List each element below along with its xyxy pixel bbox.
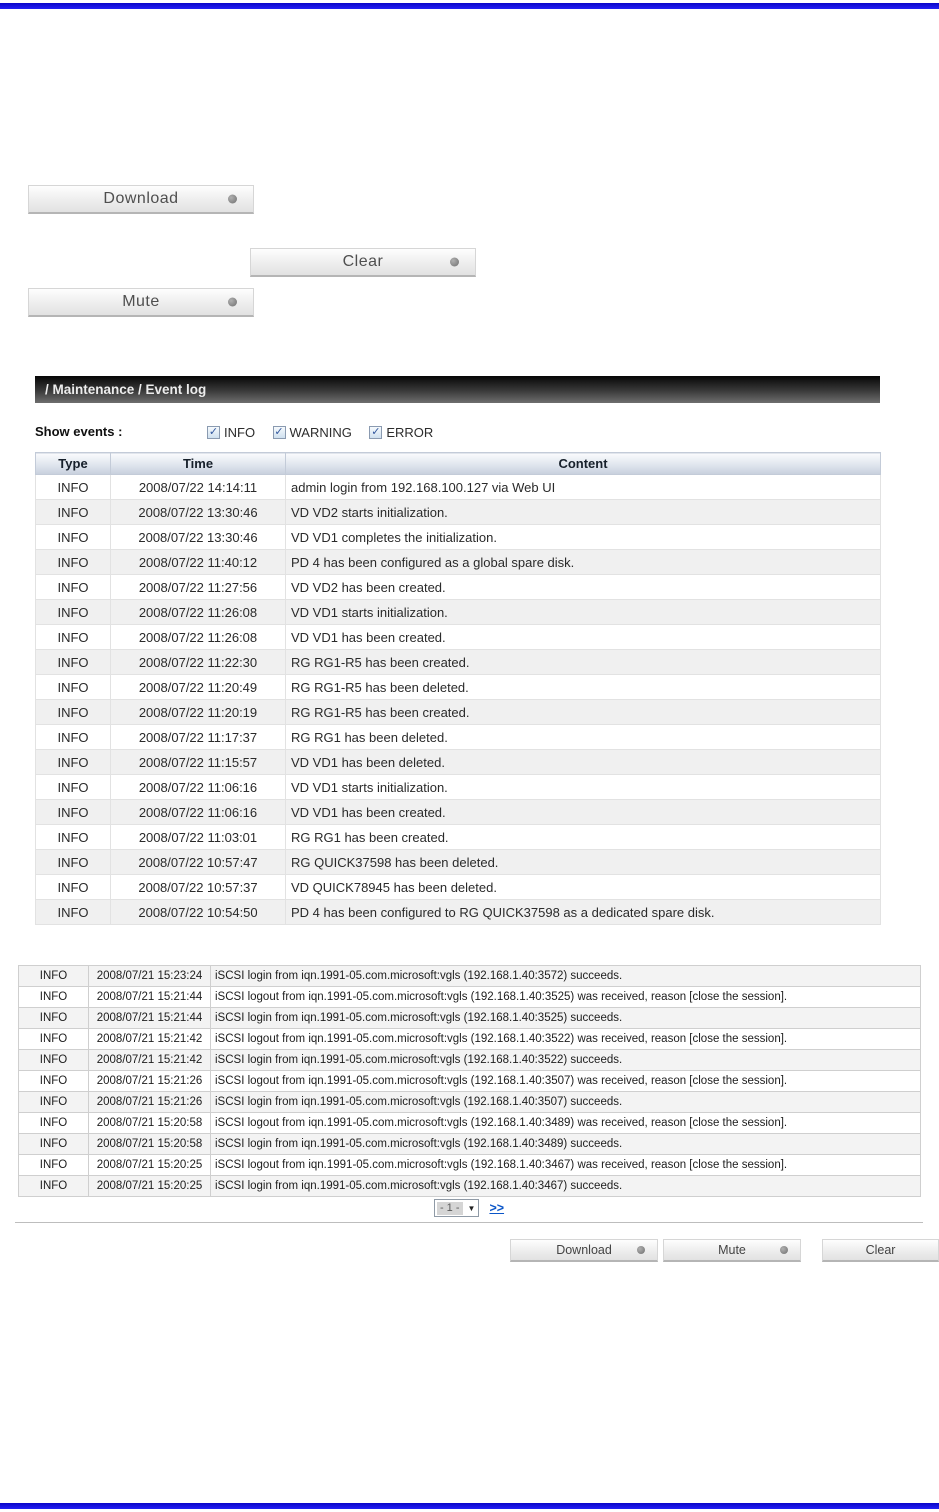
table-row [36,750,881,775]
cell-type: INFO [36,850,111,875]
table-row [36,525,881,550]
download-button-label: Download [556,1243,612,1257]
cell-content: VD VD1 starts initialization. [286,600,881,625]
cell-time: 2008/07/22 10:57:47 [111,850,286,875]
clear-button-bottom[interactable] [822,1239,939,1262]
cell-content: iSCSI logout from iqn.1991-05.com.microsoft:vgls (192.168.1.40:3522) was received, reason [close the session]. [211,1029,921,1050]
cell-time: 2008/07/21 15:20:25 [89,1155,211,1176]
page-select[interactable] [434,1199,479,1217]
filter-label: INFO [224,425,256,440]
cell-content: iSCSI login from iqn.1991-05.com.microsoft:vgls (192.168.1.40:3467) succeeds. [211,1176,921,1197]
cell-time: 2008/07/21 15:23:24 [89,966,211,987]
cell-type: INFO [19,1008,89,1029]
cell-type: INFO [36,500,111,525]
event-filters [207,422,446,440]
cell-type: INFO [19,1176,89,1197]
cell-content: VD VD2 has been created. [286,575,881,600]
cell-type: INFO [36,600,111,625]
table-row [19,1176,921,1197]
cell-content: VD QUICK78945 has been deleted. [286,875,881,900]
next-page-link[interactable]: >> [489,1201,505,1215]
cell-time: 2008/07/22 11:15:57 [111,750,286,775]
cell-time: 2008/07/21 15:21:26 [89,1071,211,1092]
table-row [19,1008,921,1029]
cell-time: 2008/07/21 15:20:25 [89,1176,211,1197]
cell-time: 2008/07/22 11:20:19 [111,700,286,725]
event-log-table-page2 [18,965,921,1197]
cell-type: INFO [19,1113,89,1134]
table-header-row [36,453,881,475]
checkbox-icon[interactable] [369,426,382,439]
page-bottom-rule [0,1503,939,1509]
cell-content: iSCSI login from iqn.1991-05.com.microsoft:vgls (192.168.1.40:3489) succeeds. [211,1134,921,1155]
cell-type: INFO [36,750,111,775]
clear-button-label: Clear [865,1243,896,1257]
cell-content: RG RG1 has been created. [286,825,881,850]
table-row [36,650,881,675]
table-row [36,875,881,900]
cell-time: 2008/07/22 10:57:37 [111,875,286,900]
cell-time: 2008/07/21 15:20:58 [89,1134,211,1155]
cell-type: INFO [19,1029,89,1050]
table-row [19,1071,921,1092]
table-row [36,825,881,850]
cell-time: 2008/07/22 11:03:01 [111,825,286,850]
button-bullet-icon [228,195,237,204]
cell-type: INFO [36,775,111,800]
event-filter[interactable] [273,425,352,440]
cell-type: INFO [36,875,111,900]
table-row [36,625,881,650]
download-button-label: Download [103,190,179,207]
cell-type: INFO [19,987,89,1008]
table-row [36,850,881,875]
cell-type: INFO [36,550,111,575]
cell-content: RG RG1-R5 has been deleted. [286,675,881,700]
mute-button[interactable] [28,288,254,317]
table-row [19,1134,921,1155]
download-button-bottom[interactable] [510,1239,658,1262]
table-row [36,550,881,575]
show-events-row [35,421,880,441]
cell-content: iSCSI logout from iqn.1991-05.com.microsoft:vgls (192.168.1.40:3489) was received, reason [close the session]. [211,1113,921,1134]
table-row [19,1092,921,1113]
checkbox-icon[interactable] [273,426,286,439]
cell-time: 2008/07/22 11:06:16 [111,775,286,800]
cell-content: VD VD1 has been deleted. [286,750,881,775]
cell-content: PD 4 has been configured to RG QUICK37598 as a dedicated spare disk. [286,900,881,925]
mute-button-bottom[interactable] [663,1239,801,1262]
cell-type: INFO [19,1071,89,1092]
cell-time: 2008/07/21 15:21:44 [89,1008,211,1029]
cell-content: iSCSI logout from iqn.1991-05.com.microsoft:vgls (192.168.1.40:3467) was received, reason [close the session]. [211,1155,921,1176]
cell-content: iSCSI login from iqn.1991-05.com.microsoft:vgls (192.168.1.40:3522) succeeds. [211,1050,921,1071]
column-header-type: Type [36,453,111,475]
cell-time: 2008/07/22 11:26:08 [111,625,286,650]
column-header-content: Content [286,453,881,475]
table-row [36,500,881,525]
cell-type: INFO [36,575,111,600]
table-row [19,966,921,987]
page-select-value: - 1 - [437,1202,463,1215]
table-row [36,675,881,700]
column-header-time: Time [111,453,286,475]
page-top-rule [0,3,939,9]
table-row [19,1029,921,1050]
show-events-label: Show events : [35,423,123,439]
table-row [36,900,881,925]
cell-time: 2008/07/22 11:06:16 [111,800,286,825]
cell-content: admin login from 192.168.100.127 via Web UI [286,475,881,500]
chevron-down-icon: ▼ [467,1203,476,1213]
button-bullet-icon [637,1246,645,1254]
cell-type: INFO [36,525,111,550]
cell-content: VD VD1 has been created. [286,800,881,825]
table-row [19,1050,921,1071]
cell-time: 2008/07/22 11:27:56 [111,575,286,600]
cell-type: INFO [19,1092,89,1113]
event-log-table2-body [19,966,921,1197]
table-row [36,800,881,825]
filter-label: ERROR [386,425,434,440]
cell-content: iSCSI login from iqn.1991-05.com.microsoft:vgls (192.168.1.40:3572) succeeds. [211,966,921,987]
cell-content: PD 4 has been configured as a global spare disk. [286,550,881,575]
cell-content: VD VD1 completes the initialization. [286,525,881,550]
cell-time: 2008/07/21 15:20:58 [89,1113,211,1134]
pagination [18,1197,920,1219]
cell-content: RG RG1-R5 has been created. [286,700,881,725]
cell-time: 2008/07/22 11:40:12 [111,550,286,575]
download-button[interactable] [28,185,254,214]
mute-button-label: Mute [718,1243,746,1257]
cell-type: INFO [36,700,111,725]
cell-time: 2008/07/21 15:21:26 [89,1092,211,1113]
cell-type: INFO [19,1050,89,1071]
cell-content: RG RG1 has been deleted. [286,725,881,750]
cell-time: 2008/07/22 14:14:11 [111,475,286,500]
checkbox-icon[interactable] [207,426,220,439]
cell-content: RG RG1-R5 has been created. [286,650,881,675]
breadcrumb [35,376,880,403]
event-log-table-body [36,475,881,925]
cell-type: INFO [36,650,111,675]
mute-button-label: Mute [122,293,160,310]
table-row [36,700,881,725]
event-log-table [35,452,881,925]
divider [15,1222,923,1223]
table-row [36,475,881,500]
cell-content: RG QUICK37598 has been deleted. [286,850,881,875]
cell-time: 2008/07/21 15:21:42 [89,1050,211,1071]
cell-type: INFO [19,966,89,987]
cell-content: VD VD1 starts initialization. [286,775,881,800]
cell-time: 2008/07/22 13:30:46 [111,500,286,525]
cell-time: 2008/07/22 10:54:50 [111,900,286,925]
cell-content: VD VD1 has been created. [286,625,881,650]
clear-button-label: Clear [342,253,384,270]
cell-type: INFO [36,825,111,850]
cell-content: VD VD2 starts initialization. [286,500,881,525]
cell-type: INFO [36,900,111,925]
filter-label: WARNING [289,425,352,440]
table-row [36,775,881,800]
cell-time: 2008/07/21 15:21:42 [89,1029,211,1050]
cell-type: INFO [36,625,111,650]
cell-type: INFO [19,1155,89,1176]
cell-content: iSCSI login from iqn.1991-05.com.microsoft:vgls (192.168.1.40:3525) succeeds. [211,1008,921,1029]
cell-type: INFO [36,675,111,700]
table-row [19,1113,921,1134]
event-filter[interactable] [369,425,433,440]
table-row [36,600,881,625]
cell-content: iSCSI login from iqn.1991-05.com.microsoft:vgls (192.168.1.40:3507) succeeds. [211,1092,921,1113]
cell-type: INFO [19,1134,89,1155]
cell-type: INFO [36,800,111,825]
cell-time: 2008/07/22 11:26:08 [111,600,286,625]
table-row [36,725,881,750]
cell-time: 2008/07/22 11:20:49 [111,675,286,700]
table-row [36,575,881,600]
button-bullet-icon [450,258,459,267]
cell-time: 2008/07/22 13:30:46 [111,525,286,550]
table-row [19,987,921,1008]
button-bullet-icon [228,298,237,307]
cell-time: 2008/07/22 11:17:37 [111,725,286,750]
cell-type: INFO [36,725,111,750]
cell-time: 2008/07/22 11:22:30 [111,650,286,675]
clear-button[interactable] [250,248,476,277]
breadcrumb-text: / Maintenance / Event log [45,382,207,397]
button-bullet-icon [780,1246,788,1254]
event-filter[interactable] [207,425,255,440]
cell-type: INFO [36,475,111,500]
cell-content: iSCSI logout from iqn.1991-05.com.microsoft:vgls (192.168.1.40:3507) was received, reason [close the session]. [211,1071,921,1092]
table-row [19,1155,921,1176]
cell-content: iSCSI logout from iqn.1991-05.com.microsoft:vgls (192.168.1.40:3525) was received, reason [close the session]. [211,987,921,1008]
cell-time: 2008/07/21 15:21:44 [89,987,211,1008]
